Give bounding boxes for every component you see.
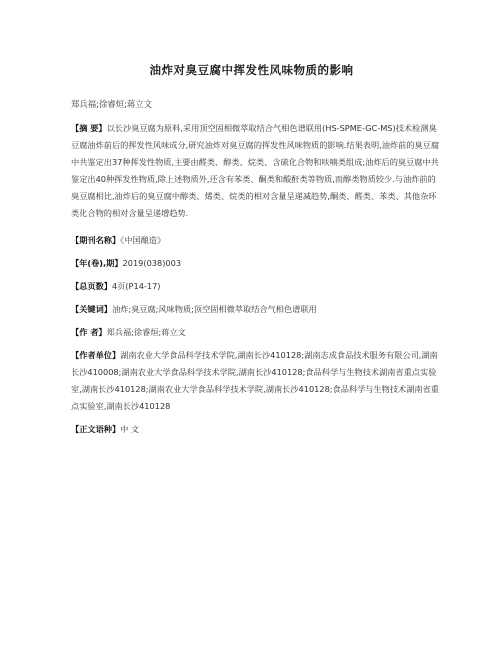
abstract-section <box>71 120 442 222</box>
pages-value: 4页(P14-17) <box>111 281 161 291</box>
language-value: 中 文 <box>120 424 140 434</box>
unit-value: 湖南农业大学食品科学技术学院,湖南长沙410128;湖南志成食品技术服务有限公司,湖南长沙410008;湖南农业大学食品科学技术学院,湖南长沙410128;食品科学与生物技术湖南省重点实验室,湖南长沙410128;湖南农业大学食品科学技术学院,湖南长沙410128;食品科学与生物技术湖南省重点实验室,湖南长沙410128 <box>71 350 439 411</box>
keywords-section <box>71 301 442 318</box>
keywords-value: 油炸;臭豆腐;风味物质;顶空固相微萃取结合气相色谱联用 <box>111 304 317 314</box>
authors-line: 郑兵福;徐睿烜;蒋立文 <box>71 99 153 109</box>
language-section <box>71 421 442 438</box>
unit-label: 【作者单位】 <box>71 350 121 360</box>
unit-section <box>71 347 442 415</box>
pages-section <box>71 278 442 295</box>
abstract-label: 【摘 要】 <box>71 123 107 133</box>
author-section <box>71 324 442 341</box>
journal-section <box>71 232 442 249</box>
year-value: 2019(038)003 <box>122 258 182 268</box>
author-value: 郑兵福;徐睿烜;蒋立文 <box>106 327 186 337</box>
journal-value: 《中国酿造》 <box>120 235 166 245</box>
page-title: 油炸对臭豆腐中挥发性风味物质的影响 <box>149 63 354 77</box>
keywords-label: 【关键词】 <box>71 304 112 314</box>
year-section <box>71 255 442 272</box>
language-label: 【正文语种】 <box>71 424 121 434</box>
year-label: 【年(卷),期】 <box>71 258 123 268</box>
pages-label: 【总页数】 <box>71 281 112 291</box>
journal-label: 【期刊名称】 <box>71 235 121 245</box>
author-label: 【作 者】 <box>71 327 107 337</box>
abstract-text: 以长沙臭豆腐为原料,采用顶空固相微萃取结合气相色谱联用(HS-SPME-GC-MS)技术检测臭豆腐油炸前后的挥发性风味成分,研究油炸对臭豆腐的挥发性风味物质的影响.结果表明,油炸前的臭豆腐中共鉴定出37种挥发性物质,主要由醛类、醇类、烷类、含硫化合物和呋喃类组成;油炸后的臭豆腐中共鉴定出40种挥发性物质,除上述物质外,还含有苯类、酮类和酸酐类等物质,而醇类物质较少.与油炸前的臭豆腐相比,油炸后的臭豆腐中醇类、烯类、烷类的相对含量呈递减趋势,酮类、醛类、苯类、其他杂环类化合物的相对含量呈递增趋势. <box>71 123 440 218</box>
